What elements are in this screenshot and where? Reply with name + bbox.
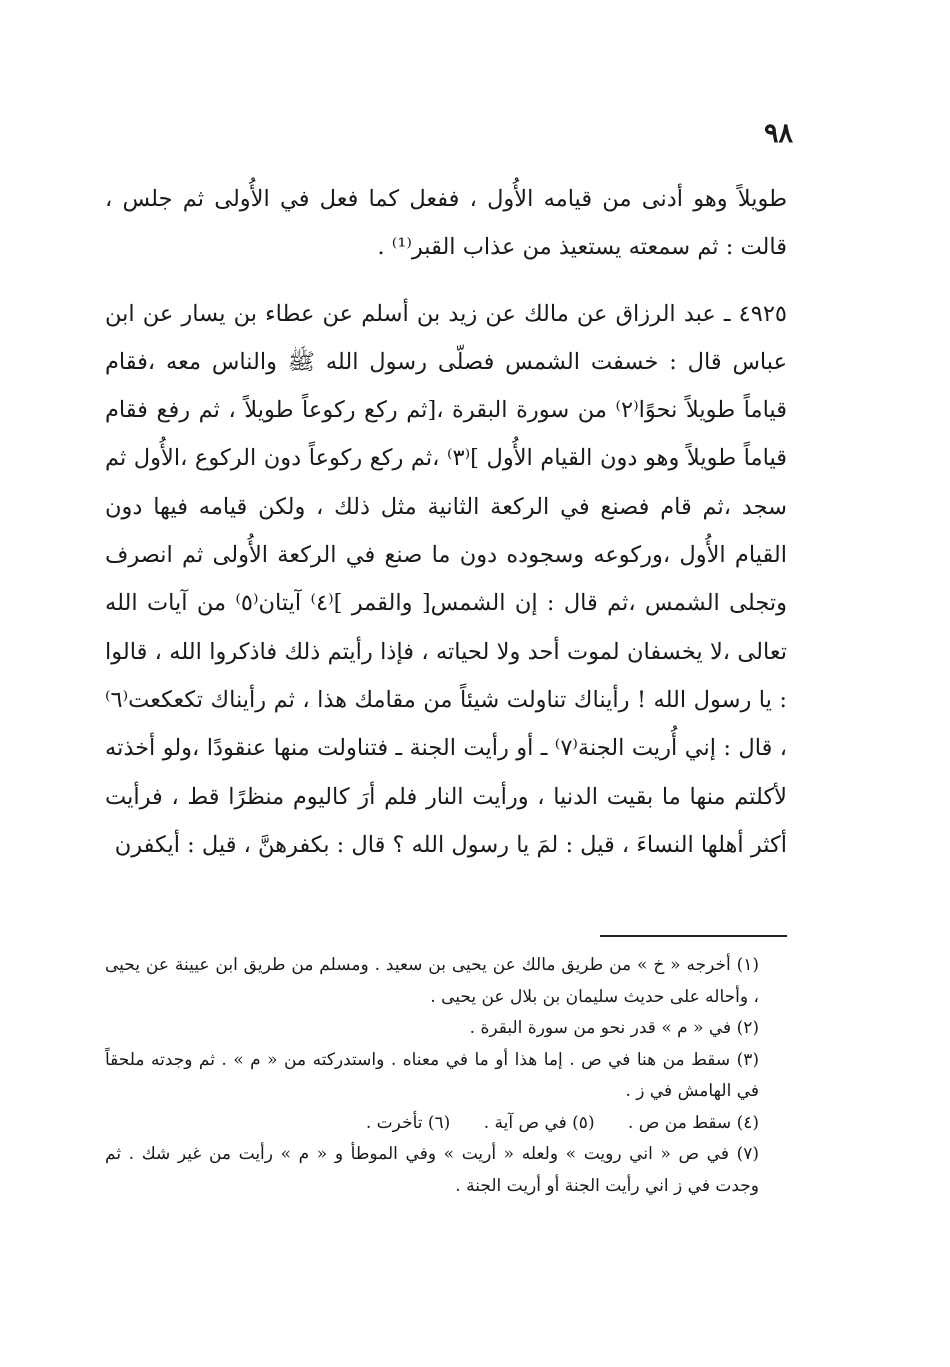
- footnote-3: (٣) سقط من هنا في ص . إما هذا أو ما في معناه . واستدركته من « م » . ثم وجدته ملحقاً في الهامش في ز .: [105, 1049, 759, 1101]
- hadith-paragraph-4925: ٤٩٢٥ ـ عبد الرزاق عن مالك عن زيد بن أسلم عن عطاء بن يسار عن ابن عباس قال : خسفت الشمس فصلّى رسول الله ﷺ والناس معه ،فقام قياماً طويلاً نحوًا⁽٢⁾ من سورة البقرة ،[ثم ركع ركوعاً طويلاً ، ثم رفع فقام قياماً طويلاً وهو دون القيام الأُول ]⁽٣⁾ ،ثم ركع ركوعاً دون الركوع ،الأُول ثم سجد ،ثم قام فصنع في الركعة الثانية مثل ذلك ، ولكن قيامه فيها دون القيام الأُول ،وركوعه وسجوده دون ما صنع في الركعة الأُولى ثم انصرف وتجلى الشمس ،ثم قال : إن الشمس[ والقمر ]⁽٤⁾ آيتان⁽٥⁾ من آيات الله تعالى ،لا يخسفان لموت أحد ولا لحياته ، فإذا رأيتم ذلك فاذكروا الله ، قالوا : يا رسول الله ! رأيناك تناولت شيئاً من مقامك هذا ، ثم رأيناك تكعكعت⁽٦⁾ ، قال : إني أُريت الجنة⁽٧⁾ ـ أو رأيت الجنة ـ فتناولت منها عنقودًا ،ولو أخذته لأكلتم منها ما بقيت الدنيا ، ورأيت النار فلم أرَ كاليوم منظرًا قط ، فرأيت أكثر أهلها النساءَ ، قيل : لمَ يا رسول الله ؟ قال : بكفرهنَّ ، قيل : أيكفرن: [105, 300, 787, 858]
- page-number: ٩٨: [763, 118, 793, 149]
- footnote-4: (٤) سقط من ص .: [627, 1112, 759, 1133]
- footnote-6: (٦) تأخرت .: [365, 1112, 451, 1133]
- footnote-separator: [600, 935, 787, 937]
- continuation-paragraph: طويلاً وهو أدنى من قيامه الأُول ، ففعل كما فعل في الأُولى ثم جلس ، قالت : ثم سمعته يستعيذ من عذاب القبر⁽¹⁾ .: [105, 186, 787, 261]
- footnote-5: (٥) في ص آية .: [483, 1112, 595, 1133]
- footnote-2: (٢) في « م » قدر نحو من سورة البقرة .: [469, 1018, 759, 1038]
- footnotes: [105, 950, 787, 1202]
- footnote-7: (٧) في ص « اني رويت » ولعله « أريت » وفي الموطأ و « م » رأيت من غير شك . ثم وجدت في ز اني رأيت الجنة أو أريت الجنة .: [105, 1144, 759, 1196]
- main-text: [105, 175, 787, 869]
- footnote-row-4-6: [105, 1108, 787, 1140]
- footnote-1: (١) أخرجه « خ » من طريق مالك عن يحيى بن سعيد . ومسلم من طريق ابن عيينة عن يحيى ، وأحاله على حديث سليمان بن بلال عن يحيى .: [105, 955, 759, 1007]
